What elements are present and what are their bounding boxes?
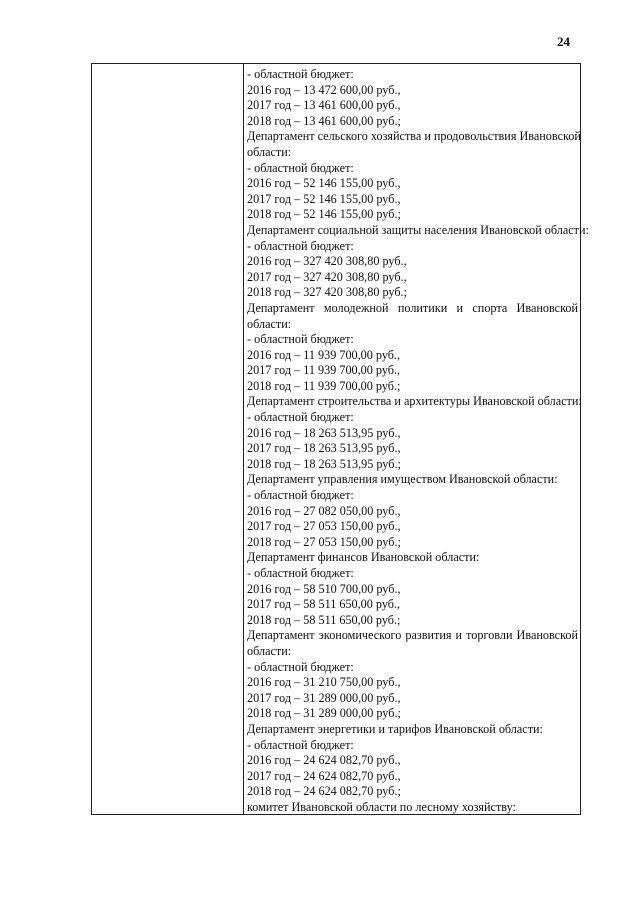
budget-table <box>91 63 589 815</box>
text-line: Департамент финансов Ивановской области: <box>247 550 480 565</box>
text-line: 2016 год – 327 420 308,80 руб., <box>247 254 407 269</box>
text-line: 2018 год – 13 461 600,00 руб.; <box>247 113 401 128</box>
text-line: 2016 год – 52 146 155,00 руб., <box>247 176 401 191</box>
text-line: 2017 год – 24 624 082,70 руб., <box>247 768 401 783</box>
text-line: Департамент социальной защиты населения Ивановской области: <box>247 222 589 237</box>
text-line: 2016 год – 24 624 082,70 руб., <box>247 753 401 768</box>
text-line: области: <box>247 144 292 159</box>
text-line: 2018 год – 31 289 000,00 руб.; <box>247 706 401 721</box>
text-line: Департамент сельского хозяйства и продовольствия Ивановской <box>247 129 581 144</box>
text-line: 2017 год – 31 289 000,00 руб., <box>247 690 401 705</box>
text-line: - областной бюджет: <box>247 67 354 81</box>
text-line: Департамент экономического развития и торговли Ивановской <box>247 628 578 643</box>
text-line: Департамент строительства и архитектуры Ивановской области: <box>247 394 582 409</box>
text-line: Департамент энергетики и тарифов Ивановской области: <box>247 721 543 736</box>
text-line: области: <box>247 316 292 331</box>
text-line: комитет Ивановской области по лесному хозяйству: <box>247 799 516 814</box>
text-line: 2016 год – 27 082 050,00 руб., <box>247 503 401 518</box>
text-line: - областной бюджет: <box>247 410 354 425</box>
text-line: 2017 год – 27 053 150,00 руб., <box>247 519 401 534</box>
text-line: 2017 год – 18 263 513,95 руб., <box>247 441 401 456</box>
text-line: 2018 год – 11 939 700,00 руб.; <box>247 378 401 393</box>
text-line: - областной бюджет: <box>247 160 354 175</box>
text-line: - областной бюджет: <box>247 488 354 503</box>
text-line: 2016 год – 13 472 600,00 руб., <box>247 82 401 97</box>
text-line: 2017 год – 52 146 155,00 руб., <box>247 191 401 206</box>
text-line: Департамент управления имуществом Ивановской области: <box>247 472 558 487</box>
text-line: - областной бюджет: <box>247 332 354 347</box>
text-line: - областной бюджет: <box>247 737 354 752</box>
text-line: 2018 год – 52 146 155,00 руб.; <box>247 207 401 222</box>
table-right-cell <box>247 67 589 816</box>
text-line: 2016 год – 18 263 513,95 руб., <box>247 425 401 440</box>
page-number: 24 <box>557 34 570 49</box>
text-line: 2016 год – 31 210 750,00 руб., <box>247 675 401 690</box>
text-line: - областной бюджет: <box>247 659 354 674</box>
text-line: 2018 год – 58 511 650,00 руб.; <box>247 612 401 627</box>
text-line: 2017 год – 58 511 650,00 руб., <box>247 597 401 612</box>
text-line: Департамент молодежной политики и спорта Ивановской <box>247 300 578 315</box>
text-line: 2018 год – 27 053 150,00 руб.; <box>247 534 401 549</box>
text-line: 2017 год – 13 461 600,00 руб., <box>247 98 401 113</box>
table-left-cell <box>92 64 244 814</box>
text-line: 2016 год – 11 939 700,00 руб., <box>247 347 401 362</box>
text-line: 2017 год – 11 939 700,00 руб., <box>247 363 401 378</box>
text-line: 2018 год – 18 263 513,95 руб.; <box>247 456 401 471</box>
text-line: 2018 год – 327 420 308,80 руб.; <box>247 285 407 300</box>
text-line: 2016 год – 58 510 700,00 руб., <box>247 581 401 596</box>
text-line: области: <box>247 643 292 658</box>
text-line: 2017 год – 327 420 308,80 руб., <box>247 269 407 284</box>
text-line: - областной бюджет: <box>247 566 354 580</box>
text-line: 2018 год – 24 624 082,70 руб.; <box>247 784 401 799</box>
text-line: - областной бюджет: <box>247 238 354 253</box>
